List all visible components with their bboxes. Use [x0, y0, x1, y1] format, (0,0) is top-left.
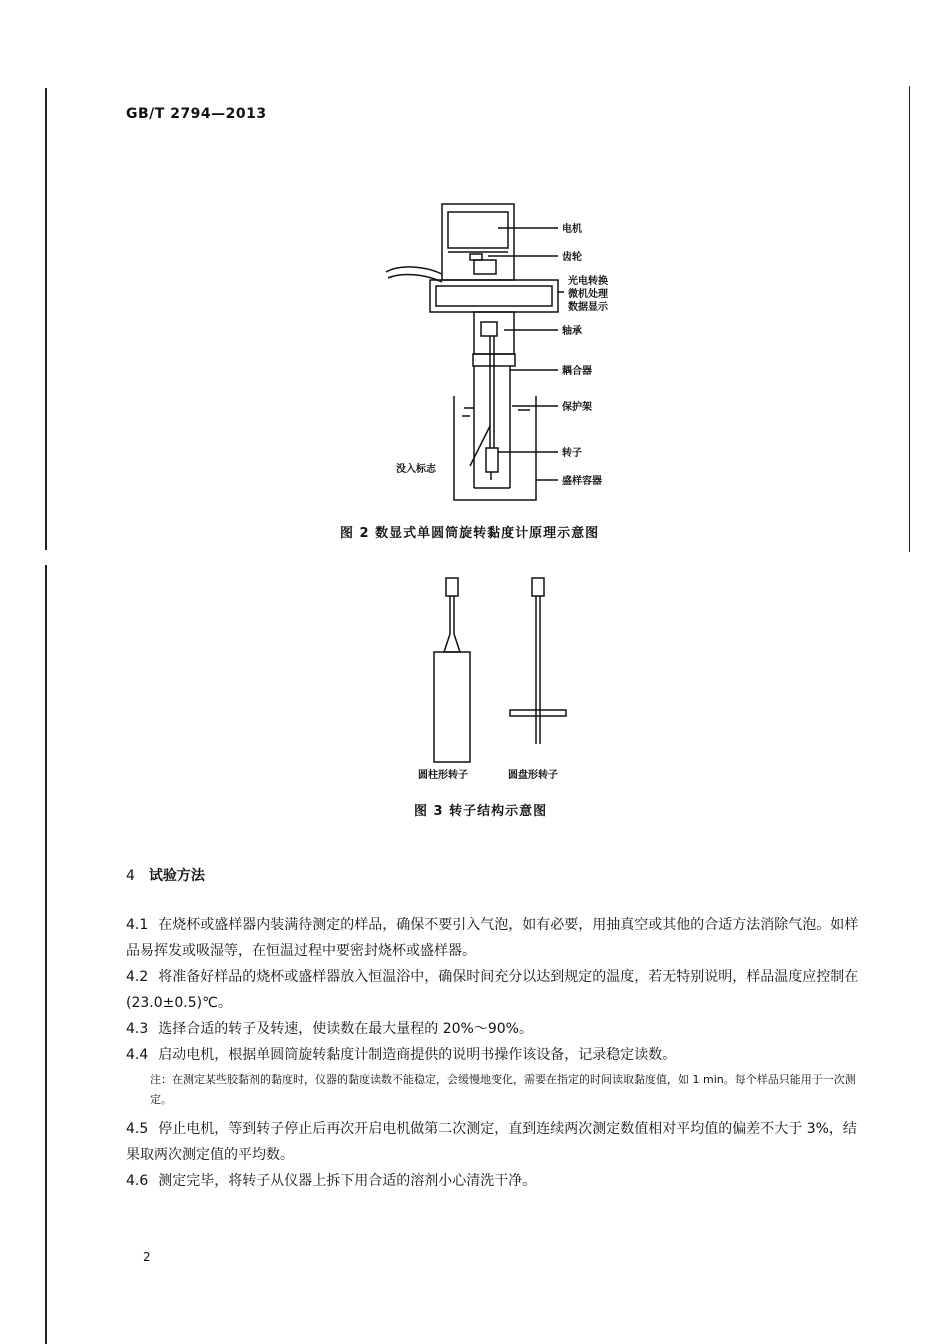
label-bearing: 轴承 [562, 326, 582, 337]
figure-3 [410, 574, 600, 794]
page-number: 2 [143, 1250, 151, 1264]
label-photo-1: 光电转换 [568, 276, 608, 287]
label-photo-2: 微机处理 [568, 289, 608, 300]
figure-3-caption: 图 3 转子结构示意图 [414, 804, 548, 819]
section-number: 4 [126, 868, 135, 884]
label-rotor: 转子 [562, 448, 582, 459]
clause-4-1: 4.1 在烧杯或盛样器内装满待测定的样品，确保不要引入气泡，如有必要，用抽真空或其他的合适方法消除气泡。如样品易挥发或吸湿等，在恒温过程中要密封烧杯或盛样器。 [126, 917, 859, 959]
left-margin-line [45, 88, 47, 550]
left-margin-line-lower [45, 565, 47, 1344]
figure-2 [370, 196, 630, 508]
clause-4-2: 4.2 将准备好样品的烧杯或盛样器放入恒温浴中，确保时间充分以达到规定的温度，若无特别说明，样品温度应控制在(23.0±0.5)℃。 [126, 969, 859, 1011]
clause-note: 注：在测定某些胶黏剂的黏度时，仪器的黏度读数不能稳定，会缓慢地变化，需要在指定的时间读取黏度值，如 1 min。每个样品只能用于一次测定。 [150, 1073, 856, 1106]
clause-4-5: 4.5 停止电机，等到转子停止后再次开启电机做第二次测定，直到连续两次测定数值相对平均值的偏差不大于 3%，结果取两次测定值的平均数。 [126, 1121, 857, 1163]
label-photo-3: 数据显示 [568, 302, 608, 313]
right-margin-line [909, 86, 910, 552]
rotor-diagram [410, 574, 600, 794]
label-guard: 保护架 [562, 402, 592, 413]
label-motor: 电机 [562, 224, 582, 235]
label-container: 盛样容器 [562, 476, 602, 487]
label-disc-rotor: 圆盘形转子 [508, 770, 558, 781]
viscometer-diagram [370, 196, 630, 508]
label-gear: 齿轮 [562, 252, 582, 263]
figure-2-caption: 图 2 数显式单圆筒旋转黏度计原理示意图 [340, 526, 600, 541]
clause-4-3: 4.3 选择合适的转子及转速，使读数在最大量程的 20%～90%。 [126, 1021, 533, 1037]
label-immersion: 没入标志 [396, 464, 436, 475]
label-cylinder-rotor: 圆柱形转子 [418, 770, 468, 781]
clause-4-4: 4.4 启动电机，根据单圆筒旋转黏度计制造商提供的说明书操作该设备，记录稳定读数。 [126, 1047, 677, 1063]
clause-4-6: 4.6 测定完毕，将转子从仪器上拆下用合适的溶剂小心清洗干净。 [126, 1173, 537, 1189]
section-heading [126, 865, 205, 885]
standard-code: GB/T 2794—2013 [126, 106, 267, 122]
section-title: 试验方法 [148, 868, 205, 884]
label-coupler: 耦合器 [562, 366, 592, 377]
